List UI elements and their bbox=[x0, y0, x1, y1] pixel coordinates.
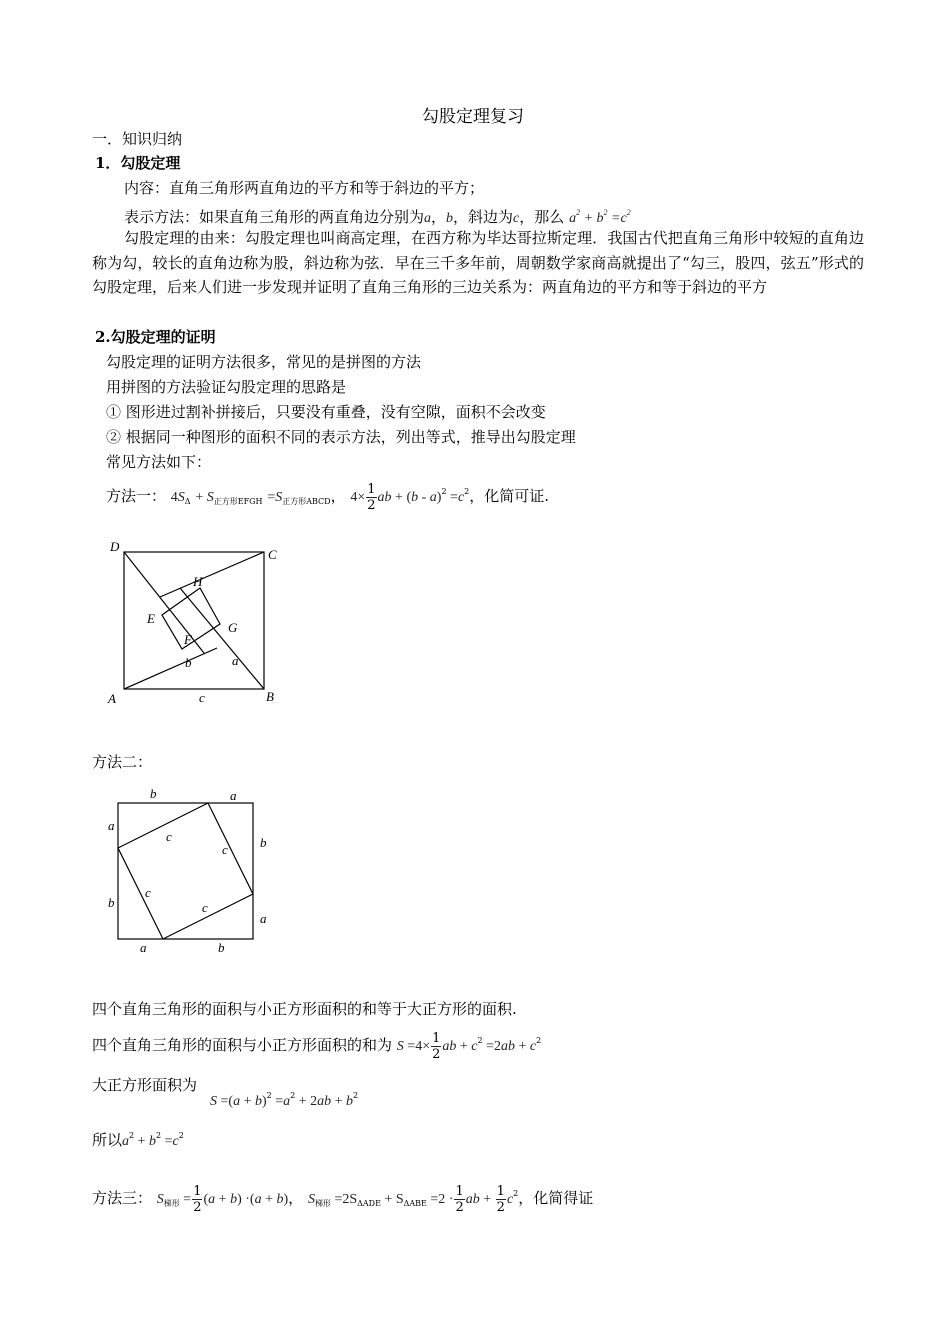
method3-label: 方法三： bbox=[92, 1189, 153, 1207]
method2-sum: 四个直角三角形的面积与小正方形面积的和为 S =4× $\frac{1}{2}$ ab + $c^2 =2ab + c^2$ bbox=[92, 1030, 542, 1062]
label-d: D bbox=[110, 539, 120, 554]
segment-ag bbox=[124, 648, 217, 689]
method1-formula: 方法一： $4S_\Delta + S_{正方形EFGH} =S_{正方形ABCD}$， 4× $\frac{1}{2}$ ab + $(b - a)^2 =c^2$，化简可证. bbox=[106, 481, 550, 513]
figure-method2 bbox=[100, 780, 285, 960]
var-b: b bbox=[446, 211, 454, 226]
proof-line: ① 图形进过割补拼接后，只要没有重叠，没有空隙，面积不会改变 bbox=[106, 403, 546, 421]
label-h: H bbox=[193, 574, 203, 589]
label-side-a: a bbox=[232, 653, 239, 668]
label-right-a: a bbox=[260, 911, 267, 926]
label-e: E bbox=[147, 611, 155, 626]
pythagorean-formula: $a^2 + b^2 =c^2$ bbox=[569, 208, 631, 226]
expr-sep: ， bbox=[431, 208, 447, 226]
method2-statement: 四个直角三角形的面积与小正方形面积的和等于大正方形的面积. bbox=[92, 1000, 517, 1018]
label-hyp-c: c bbox=[145, 885, 151, 900]
label-hyp-c: c bbox=[202, 900, 208, 915]
expr-sep: ，那么 bbox=[519, 208, 565, 226]
label-top-a: a bbox=[230, 788, 237, 803]
origin-paragraph: 勾股定理的由来：勾股定理也叫商高定理，在西方称为毕达哥拉斯定理．我国古代把直角三角形中较短的直角边称为勾，较长的直角边称为股，斜边称为弦．早在三千多年前，周朝数学家商高就提出了“勾三，股四，弦五”形式的勾股定理，后来人们进一步发现并证明了直角三角形的三边关系为：两直角边的平方和等于斜边的平方 bbox=[92, 229, 864, 296]
label-g: G bbox=[228, 620, 238, 635]
label-bottom-b: b bbox=[218, 940, 225, 955]
method2-label: 方法二： bbox=[92, 753, 153, 771]
label-side-c: c bbox=[199, 690, 205, 705]
proof-line: 用拼图的方法验证勾股定理的思路是 bbox=[106, 378, 347, 396]
subheading-theorem: 1．勾股定理 bbox=[95, 154, 181, 172]
method1-ending: ，化简可证. bbox=[469, 487, 550, 505]
square-abcd bbox=[124, 552, 264, 689]
label-b-vertex: B bbox=[266, 689, 274, 704]
label-hyp-c: c bbox=[166, 829, 172, 844]
theorem-content: 内容：直角三角形两直角边的平方和等于斜边的平方； bbox=[124, 179, 485, 197]
label-left-b: b bbox=[108, 895, 115, 910]
label-side-b: b bbox=[185, 655, 192, 670]
var-c: c bbox=[513, 211, 520, 226]
section-heading: 一．知识归纳 bbox=[92, 130, 183, 148]
expr-prefix: 表示方法：如果直角三角形的两直角边分别为 bbox=[124, 208, 425, 226]
label-right-b: b bbox=[260, 835, 267, 850]
label-hyp-c: c bbox=[222, 842, 228, 857]
method2-big-square: 大正方形面积为 bbox=[92, 1076, 198, 1094]
label-c-vertex: C bbox=[268, 547, 277, 562]
var-a: a bbox=[424, 211, 432, 226]
label-a-vertex: A bbox=[108, 691, 116, 706]
label-f: F bbox=[184, 632, 192, 647]
method3-ending: ，化简得证 bbox=[518, 1189, 594, 1207]
method2-big-formula: $S =(a + b)^2 =a^2 + 2ab + b^2$ bbox=[210, 1091, 359, 1109]
proof-line: 勾股定理的证明方法很多，常见的是拼图的方法 bbox=[106, 353, 422, 371]
method3-formula: 方法三： $S_{梯形}$ = $\frac{1}{2}$ (a + b) ·(a + b)， $S_{梯形} =2S_{\Delta ADE} + S_{\Delta ABE} =2$ · $\frac{1}{2}$ ab + $\frac{1}{2}$ $c^2$，化简得证 bbox=[92, 1183, 594, 1215]
page-title: 勾股定理复习 bbox=[422, 107, 524, 127]
segment-ce bbox=[160, 552, 264, 597]
proof-line: 常见方法如下： bbox=[106, 453, 212, 471]
method1-label: 方法一： bbox=[106, 487, 167, 505]
inner-square bbox=[118, 803, 253, 939]
method2-conclusion: 所以$a^2 + b^2 =c^2$ bbox=[92, 1131, 184, 1149]
subheading-proof: 2.勾股定理的证明 bbox=[95, 328, 216, 346]
figure-method1 bbox=[100, 535, 290, 710]
proof-line: ② 根据同一种图形的面积不同的表示方法，列出等式，推导出勾股定理 bbox=[106, 428, 576, 446]
expr-sep: ，斜边为 bbox=[453, 208, 514, 226]
label-bottom-a: a bbox=[140, 940, 147, 955]
label-left-a: a bbox=[108, 818, 115, 833]
outer-square bbox=[118, 803, 253, 939]
label-top-b: b bbox=[150, 786, 157, 801]
